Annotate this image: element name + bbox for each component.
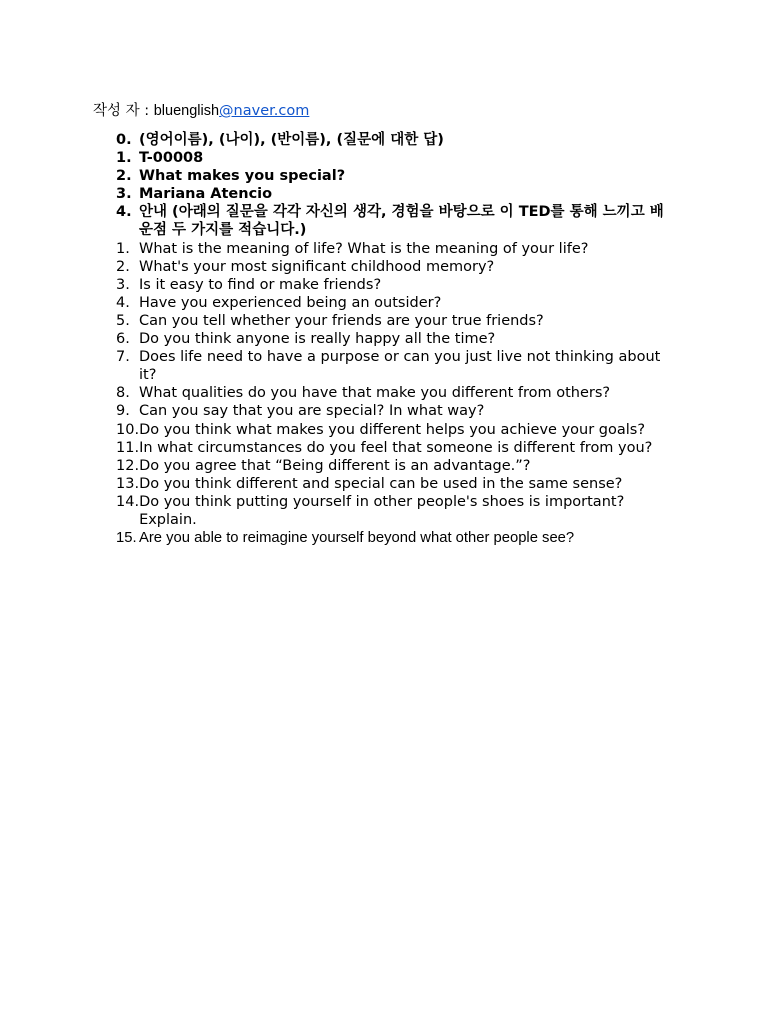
list-number: 0.	[116, 132, 132, 148]
meta-text: 안내 (아래의 질문을 각각 자신의 생각, 경험을 바탕으로 이 TED를 통해 느끼고 배운점 두 가지를 적습니다.)	[139, 204, 664, 239]
author-label: 작성 자 :	[93, 103, 154, 119]
question-text: Do you agree that “Being different is an advantage.”?	[139, 457, 531, 474]
list-number: 8.	[116, 385, 130, 402]
question-item	[116, 258, 676, 276]
question-text: Can you tell whether your friends are your true friends?	[139, 312, 544, 329]
list-number: 5.	[116, 312, 130, 329]
question-item	[116, 493, 676, 529]
question-list	[116, 131, 676, 547]
meta-item-0	[116, 131, 676, 149]
question-text: Have you experienced being an outsider?	[139, 294, 442, 311]
list-number: 4.	[116, 294, 130, 311]
list-number: 1.	[116, 150, 132, 167]
question-item	[116, 330, 676, 348]
question-item	[116, 439, 676, 457]
list-number: 13.	[116, 475, 140, 492]
question-item	[116, 240, 676, 258]
list-number: 3.	[116, 276, 130, 293]
question-item	[116, 402, 676, 420]
list-number: 14.	[116, 493, 140, 510]
question-item	[116, 529, 676, 547]
question-item	[116, 475, 676, 493]
question-text: Do you think different and special can be used in the same sense?	[139, 475, 623, 492]
question-item	[116, 348, 676, 384]
list-number: 9.	[116, 403, 130, 420]
list-number: 12.	[116, 457, 140, 474]
question-text: Does life need to have a purpose or can you just live not thinking about it?	[139, 349, 661, 384]
question-text: What is the meaning of life? What is the meaning of your life?	[139, 240, 589, 257]
list-number: 15.	[116, 530, 137, 547]
question-item	[116, 457, 676, 475]
author-line	[93, 102, 309, 120]
question-item	[116, 312, 676, 330]
list-number: 4.	[116, 204, 132, 221]
meta-item-title	[116, 167, 676, 185]
list-number: 10.	[116, 421, 140, 438]
list-number: 7.	[116, 349, 130, 366]
question-item	[116, 384, 676, 402]
meta-text: T-00008	[139, 150, 204, 167]
question-item	[116, 294, 676, 312]
list-number: 11.	[116, 439, 140, 456]
meta-text: (영어이름), (나이), (반이름), (질문에 대한 답)	[139, 132, 444, 148]
question-text: Is it easy to find or make friends?	[139, 276, 382, 293]
question-item	[116, 421, 676, 439]
question-text: Do you think putting yourself in other people's shoes is important? Explain.	[139, 493, 625, 528]
question-text: Can you say that you are special? In what way?	[139, 403, 485, 420]
question-text: Do you think anyone is really happy all the time?	[139, 331, 496, 348]
question-text: Do you think what makes you different helps you achieve your goals?	[139, 421, 646, 438]
meta-item-speaker	[116, 185, 676, 203]
list-number: 1.	[116, 240, 130, 257]
email-link[interactable]: @naver.com	[219, 103, 310, 119]
list-number: 2.	[116, 168, 132, 185]
list-number: 2.	[116, 258, 130, 275]
list-number: 3.	[116, 186, 132, 203]
meta-text: What makes you special?	[139, 168, 346, 185]
question-text: What's your most significant childhood memory?	[139, 258, 495, 275]
meta-text: Mariana Atencio	[139, 186, 273, 203]
question-text: What qualities do you have that make you different from others?	[139, 385, 611, 402]
list-number: 6.	[116, 331, 130, 348]
meta-item-code	[116, 149, 676, 167]
question-item	[116, 276, 676, 294]
meta-item-instructions	[116, 203, 676, 239]
question-text: In what circumstances do you feel that someone is different from you?	[139, 439, 653, 456]
email-prefix: bluenglish	[153, 103, 220, 119]
question-text: Are you able to reimagine yourself beyond what other people see?	[139, 530, 575, 547]
